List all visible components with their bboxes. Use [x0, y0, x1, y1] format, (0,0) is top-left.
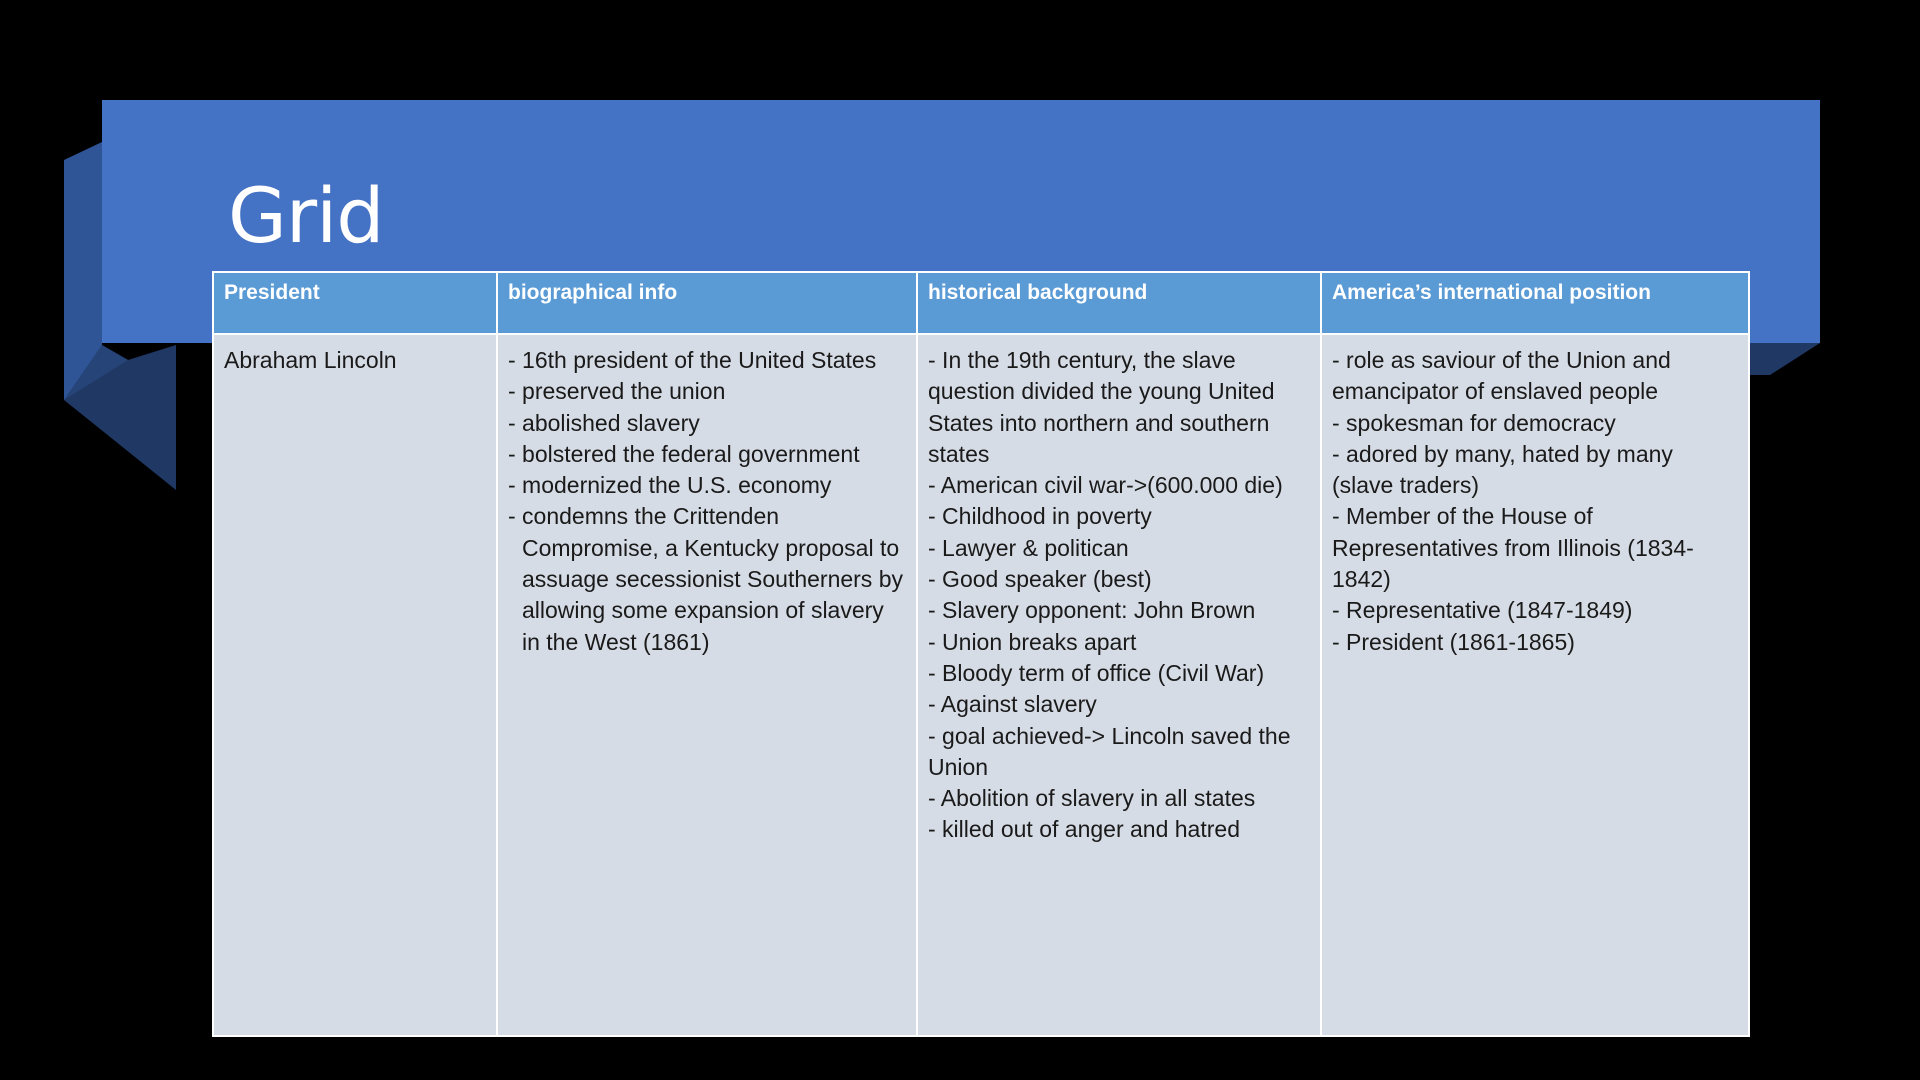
list-item: - Union breaks apart [928, 628, 1137, 655]
list-item: - abolished slavery [508, 409, 700, 436]
header-biographical-info: biographical info [497, 272, 917, 334]
table-row [213, 334, 1749, 1036]
grid-table [212, 271, 1750, 1037]
list-item: - Good speaker (best) [928, 566, 1152, 593]
list-item: - Slavery opponent: John Brown [928, 597, 1256, 624]
cell-historical-background [917, 334, 1321, 1036]
list-item: - adored by many, hated by many (slave traders) [1332, 440, 1680, 499]
ribbon-fold-right-shadow [1748, 343, 1820, 375]
list-item: - Against slavery [928, 691, 1097, 718]
list-item: - Representative (1847-1849) [1332, 597, 1633, 624]
header-president: President [213, 272, 497, 334]
list-item: - American civil war->(600.000 die) [928, 472, 1283, 499]
list-item: - goal achieved-> Lincoln saved the Union [928, 722, 1297, 780]
list-item: - spokesman for democracy [1332, 409, 1616, 436]
page-title: Grid [228, 171, 384, 260]
list-item: - condemns the Crittenden Compromise, a Kentucky proposal to assuage secessionist Southerners by allowing some expansion of slavery in the West (1861) [508, 503, 910, 655]
cell-international-position [1321, 334, 1749, 1036]
list-item: - Lawyer & politican [928, 534, 1129, 561]
header-international-position: America’s international position [1321, 272, 1749, 334]
president-name: Abraham Lincoln [224, 347, 397, 373]
list-item: - 16th president of the United States [508, 347, 877, 373]
list-item: - role as saviour of the Union and emancipator of enslaved people [1332, 347, 1678, 405]
list-item: - Childhood in poverty [928, 503, 1152, 530]
header-historical-background: historical background [917, 272, 1321, 334]
list-item: - preserved the union [508, 378, 726, 405]
list-item: - Member of the House of Representatives from Illinois (1834-1842) [1332, 503, 1694, 593]
list-item: - In the 19th century, the slave question divided the young United States into northern and southern states [928, 347, 1281, 467]
list-item: - killed out of anger and hatred [928, 816, 1240, 843]
cell-biographical-info [497, 334, 917, 1036]
list-item: - President (1861-1865) [1332, 628, 1575, 655]
list-item: - Abolition of slavery in all states [928, 785, 1256, 812]
list-item: - bolstered the federal government [508, 440, 860, 467]
table-header-row [213, 272, 1749, 334]
list-item: - modernized the U.S. economy [508, 472, 832, 499]
list-item: - Bloody term of office (Civil War) [928, 659, 1265, 686]
cell-president [213, 334, 497, 1036]
